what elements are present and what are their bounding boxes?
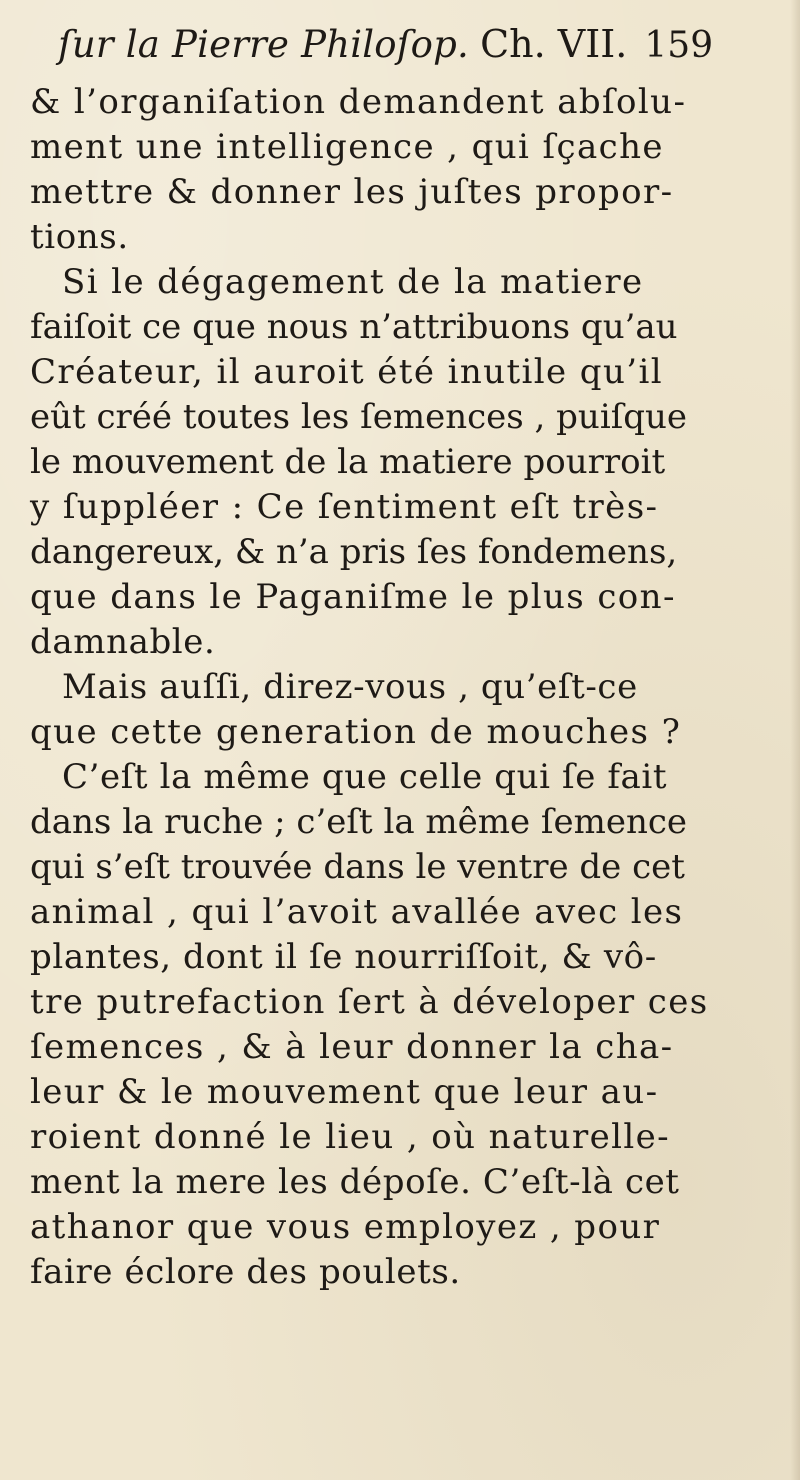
page-edge-shadow bbox=[790, 0, 800, 1480]
text-line: tre putrefaction ſert à déveloper ces bbox=[30, 982, 709, 1022]
text-line: que dans le Paganiſme le plus con- bbox=[30, 577, 676, 617]
text-line: roient donné le lieu , où naturelle- bbox=[30, 1117, 671, 1157]
body-text bbox=[30, 80, 770, 1295]
text-line: dangereux, & n’a pris ſes fondemens, bbox=[30, 532, 678, 572]
page-number: 159 bbox=[644, 25, 714, 66]
text-line: y ſuppléer : Ce ſentiment eſt très- bbox=[30, 487, 659, 527]
text-line: faiſoit ce que nous n’attribuons qu’au bbox=[30, 307, 678, 347]
running-title: ſur la Pierre Philoſop. bbox=[58, 23, 469, 66]
paragraph-start-line: C’eſt la même que celle qui ſe fait bbox=[62, 757, 668, 797]
text-line: faire éclore des poulets. bbox=[30, 1252, 461, 1292]
text-line: animal , qui l’avoit avallée avec les bbox=[30, 892, 684, 932]
text-line: leur & le mouvement que leur au- bbox=[30, 1072, 659, 1112]
text-line: ment une intelligence , qui ſçache bbox=[30, 127, 664, 167]
text-line: athanor que vous employez , pour bbox=[30, 1207, 661, 1247]
paragraph-start-line: Si le dégagement de la matiere bbox=[62, 262, 644, 302]
text-line: ſemences , & à leur donner la cha- bbox=[30, 1027, 674, 1067]
text-line: tions. bbox=[30, 217, 129, 257]
text-line: dans la ruche ; c’eſt la même ſemence bbox=[30, 802, 688, 842]
chapter-label: Ch. VII. bbox=[480, 22, 628, 66]
text-line: ment la mere les dépoſe. C’eſt-là cet bbox=[30, 1162, 680, 1202]
text-line: eût créé toutes les ſemences , puiſque bbox=[30, 397, 688, 437]
page-header bbox=[58, 22, 758, 86]
text-line: qui s’eſt trouvée dans le ventre de cet bbox=[30, 847, 685, 887]
paragraph-start-line: Mais auſſi, direz-vous , qu’eſt-ce bbox=[62, 667, 638, 707]
text-line: que cette generation de mouches ? bbox=[30, 712, 682, 752]
text-line: plantes, dont il ſe nourriſſoit, & vô- bbox=[30, 937, 657, 977]
text-line: mettre & donner les juſtes propor- bbox=[30, 172, 674, 212]
text-line: le mouvement de la matiere pourroit bbox=[30, 442, 666, 482]
text-line: & l’organiſation demandent abſolu- bbox=[30, 82, 687, 122]
text-line: Créateur, il auroit été inutile qu’il bbox=[30, 352, 664, 392]
text-line: damnable. bbox=[30, 622, 216, 662]
